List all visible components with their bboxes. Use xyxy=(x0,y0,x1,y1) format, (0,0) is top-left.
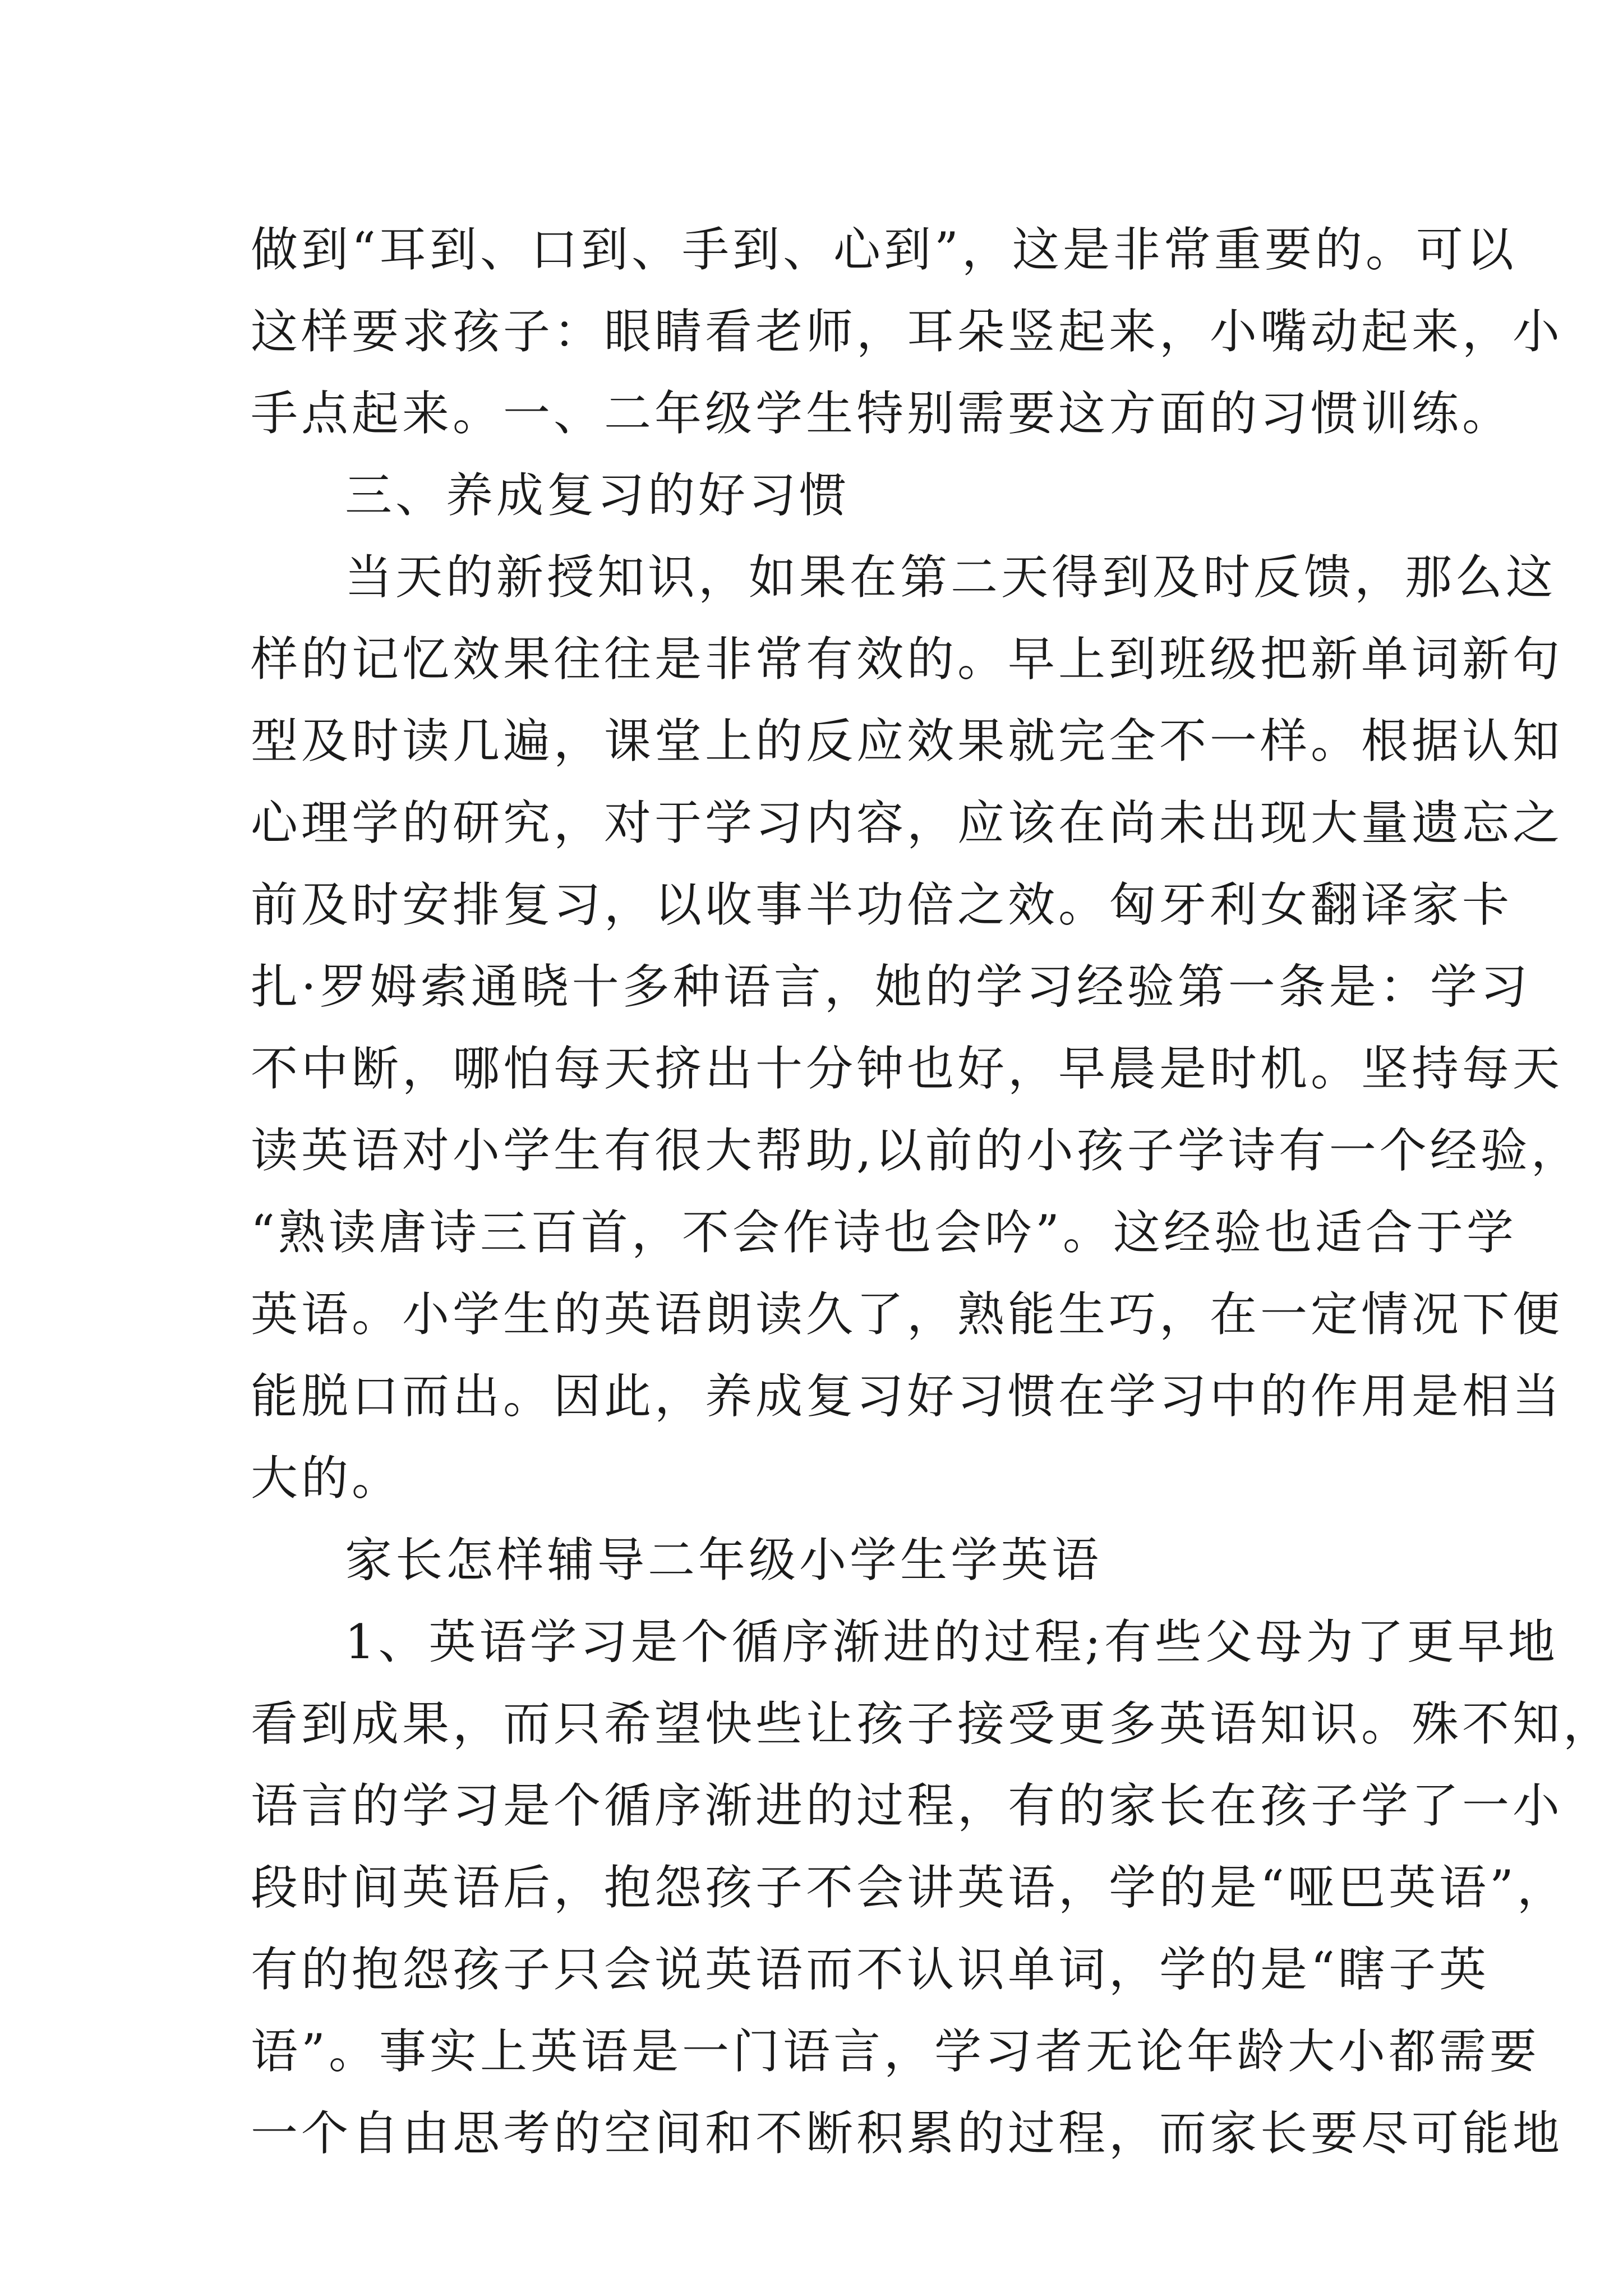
text-line: 当天的新授知识，如果在第二天得到及时反馈，那么这 xyxy=(345,550,1557,605)
section-heading: 三、养成复习的好习惯 xyxy=(345,468,850,523)
text-line: 这样要求孩子：眼睛看老师，耳朵竖起来，小嘴动起来，小 xyxy=(251,304,1564,359)
text-line: 读英语对小学生有很大帮助,以前的小孩子学诗有一个经验， xyxy=(251,1123,1581,1178)
text-line: 语”。事实上英语是一门语言，学习者无论年龄大小都需要 xyxy=(251,2024,1540,2079)
text-line: 做到“耳到、口到、手到、心到”，这是非常重要的。可以 xyxy=(251,222,1517,277)
text-line: 一个自由思考的空间和不断积累的过程，而家长要尽可能地 xyxy=(251,2106,1564,2161)
text-line: 1、英语学习是个循序渐进的过程;有些父母为了更早地 xyxy=(345,1614,1559,1669)
text-line: 前及时安排复习，以收事半功倍之效。匈牙利女翻译家卡 xyxy=(251,877,1513,932)
text-line: 看到成果，而只希望快些让孩子接受更多英语知识。殊不知， xyxy=(251,1696,1614,1751)
text-line: 型及时读几遍，课堂上的反应效果就完全不一样。根据认知 xyxy=(251,714,1564,769)
text-line: 手点起来。一、二年级学生特别需要这方面的习惯训练。 xyxy=(251,386,1513,441)
text-line: 英语。小学生的英语朗读久了，熟能生巧，在一定情况下便 xyxy=(251,1287,1564,1342)
text-line: 能脱口而出。因此，养成复习好习惯在学习中的作用是相当 xyxy=(251,1369,1564,1424)
text-line: 不中断，哪怕每天挤出十分钟也好，早晨是时机。坚持每天 xyxy=(251,1041,1564,1096)
text-line: 语言的学习是个循序渐进的过程，有的家长在孩子学了一小 xyxy=(251,1778,1564,1833)
text-line: 心理学的研究，对于学习内容，应该在尚未出现大量遗忘之 xyxy=(251,795,1564,850)
section-heading: 家长怎样辅导二年级小学生学英语 xyxy=(345,1533,1103,1588)
text-line: 扎·罗姆索通晓十多种语言，她的学习经验第一条是：学习 xyxy=(251,959,1531,1014)
text-line: 有的抱怨孩子只会说英语而不认识单词，学的是“瞎子英 xyxy=(251,1942,1490,1997)
text-line: 大的。 xyxy=(251,1451,403,1506)
text-line: 段时间英语后，抱怨孩子不会讲英语，学的是“哑巴英语”， xyxy=(251,1860,1567,1915)
text-line: “熟读唐诗三百首，不会作诗也会吟”。这经验也适合于学 xyxy=(251,1205,1517,1260)
body-text xyxy=(251,209,1614,2174)
text-line: 样的记忆效果往往是非常有效的。早上到班级把新单词新句 xyxy=(251,632,1564,687)
